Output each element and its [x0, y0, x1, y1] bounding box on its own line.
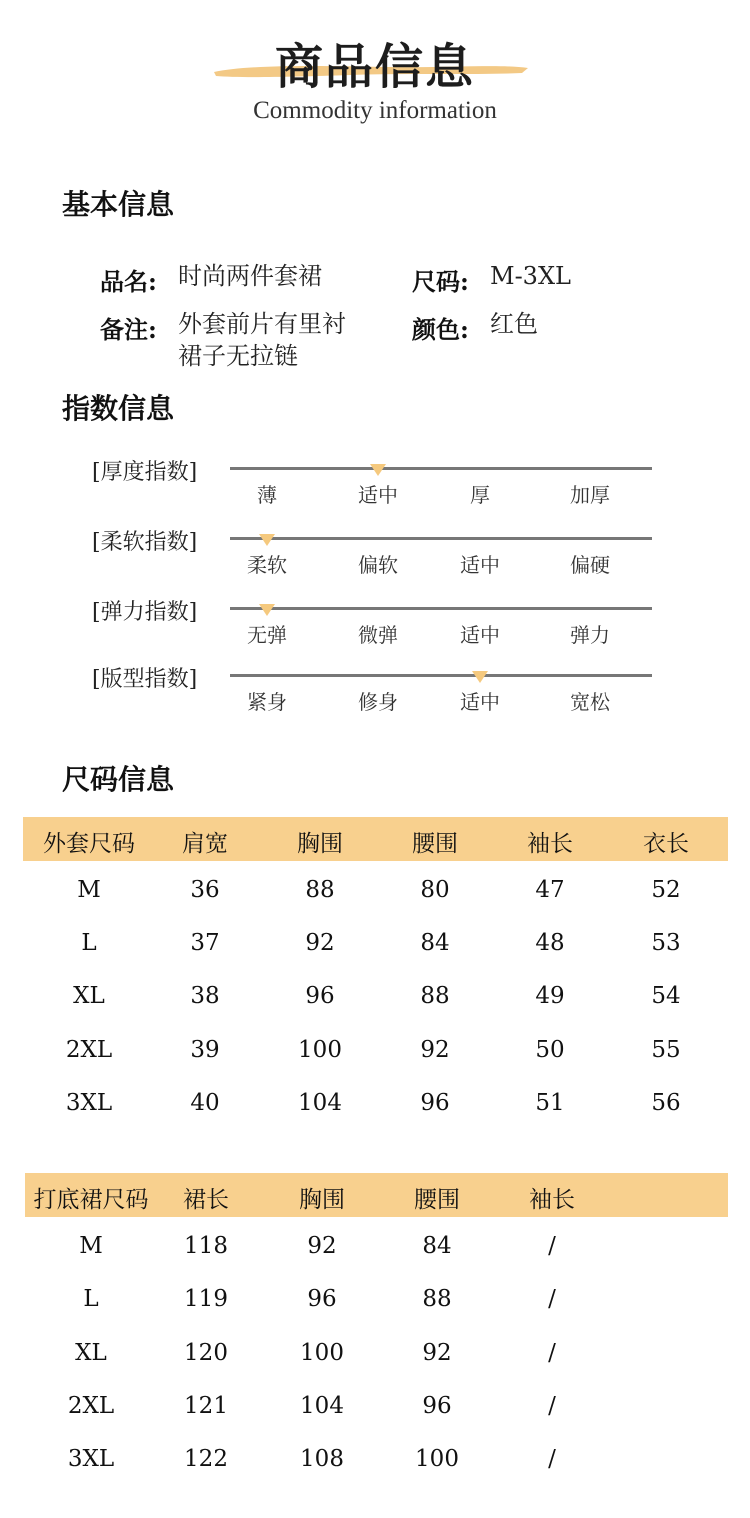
color-value: 红色: [490, 310, 538, 338]
jacket-row-cell: L: [81, 930, 97, 956]
index-scale-marker-icon: [259, 604, 275, 616]
index-scale-track: [230, 607, 652, 610]
jacket-row-cell: 88: [420, 983, 450, 1009]
note-line-2: 裙子无拉链: [178, 342, 298, 370]
skirt-row-cell: 3XL: [67, 1446, 115, 1472]
index-scale-option: 微弹: [358, 623, 398, 647]
skirt-row-cell: 118: [184, 1233, 228, 1259]
name-label: 品名:: [100, 267, 157, 296]
index-scale-option: 紧身: [247, 690, 287, 714]
jacket-row-cell: 50: [535, 1037, 565, 1063]
skirt-row-cell: 108: [300, 1446, 344, 1472]
jacket-row-cell: 52: [651, 877, 681, 903]
note-line-1: 外套前片有里衬: [178, 310, 346, 338]
skirt-row-cell: 119: [184, 1286, 228, 1312]
index-scale-option: 适中: [460, 690, 500, 714]
table-header-cell: 胸围: [299, 1187, 345, 1213]
skirt-row-cell: 92: [307, 1233, 337, 1259]
table-header-cell: 打底裙尺码: [33, 1187, 149, 1213]
skirt-row-cell: /: [548, 1233, 556, 1259]
index-scale-name: [弹力指数]: [92, 600, 198, 625]
skirt-row-cell: L: [83, 1286, 99, 1312]
jacket-row-cell: 84: [420, 930, 450, 956]
jacket-row-cell: M: [77, 877, 101, 903]
skirt-row-cell: 121: [184, 1393, 228, 1419]
index-scale-option: 加厚: [570, 483, 610, 507]
skirt-row-cell: 100: [300, 1340, 344, 1366]
index-scale-option: 弹力: [570, 623, 610, 647]
size-value: M-3XL: [490, 262, 571, 290]
table-header-cell: 肩宽: [182, 831, 228, 857]
index-scale-marker-icon: [472, 671, 488, 683]
jacket-row-cell: 55: [651, 1037, 681, 1063]
table-header-cell: 腰围: [412, 831, 458, 857]
skirt-row-cell: XL: [75, 1340, 107, 1366]
index-scale-option: 无弹: [247, 623, 287, 647]
table-header-cell: 袖长: [529, 1187, 575, 1213]
table-header-cell: 胸围: [297, 831, 343, 857]
jacket-row-cell: 40: [190, 1090, 220, 1116]
jacket-row-cell: 37: [190, 930, 220, 956]
section-title-basic: 基本信息: [62, 188, 175, 221]
index-scale-option: 薄: [257, 483, 277, 507]
index-scale-option: 适中: [460, 553, 500, 577]
skirt-row-cell: 122: [184, 1446, 228, 1472]
index-scale-name: [版型指数]: [92, 667, 198, 692]
table-header-cell: 裙长: [183, 1187, 229, 1213]
skirt-row-cell: 92: [422, 1340, 452, 1366]
jacket-row-cell: 47: [535, 877, 565, 903]
size-label: 尺码:: [412, 267, 469, 296]
note-label: 备注:: [100, 315, 157, 344]
jacket-row-cell: 48: [535, 930, 565, 956]
jacket-row-cell: XL: [73, 983, 105, 1009]
jacket-row-cell: 96: [305, 983, 335, 1009]
index-scale-track: [230, 467, 652, 470]
index-scale-marker-icon: [370, 464, 386, 476]
skirt-row-cell: 100: [415, 1446, 459, 1472]
jacket-row-cell: 2XL: [65, 1037, 113, 1063]
index-scale-option: 适中: [358, 483, 398, 507]
index-scale-option: 偏硬: [570, 553, 610, 577]
index-scale-name: [厚度指数]: [92, 460, 198, 485]
jacket-row-cell: 96: [420, 1090, 450, 1116]
skirt-row-cell: /: [548, 1393, 556, 1419]
color-label: 颜色:: [412, 315, 469, 344]
jacket-row-cell: 92: [420, 1037, 450, 1063]
index-scale-option: 偏软: [358, 553, 398, 577]
index-scale-marker-icon: [259, 534, 275, 546]
skirt-row-cell: 120: [184, 1340, 228, 1366]
jacket-row-cell: 36: [190, 877, 220, 903]
skirt-row-cell: 2XL: [67, 1393, 115, 1419]
index-scale-option: 修身: [358, 690, 398, 714]
skirt-row-cell: 96: [422, 1393, 452, 1419]
jacket-row-cell: 54: [651, 983, 681, 1009]
index-scale-option: 厚: [470, 483, 490, 507]
jacket-row-cell: 92: [305, 930, 335, 956]
jacket-row-cell: 3XL: [65, 1090, 113, 1116]
table-header-cell: 外套尺码: [43, 831, 135, 857]
index-scale-option: 适中: [460, 623, 500, 647]
skirt-row-cell: /: [548, 1446, 556, 1472]
page-subtitle: Commodity information: [253, 97, 497, 124]
jacket-row-cell: 88: [305, 877, 335, 903]
jacket-row-cell: 53: [651, 930, 681, 956]
index-scale-option: 柔软: [247, 553, 287, 577]
skirt-row-cell: /: [548, 1286, 556, 1312]
skirt-row-cell: 88: [422, 1286, 452, 1312]
jacket-row-cell: 39: [190, 1037, 220, 1063]
jacket-row-cell: 100: [298, 1037, 342, 1063]
table-header-cell: 腰围: [414, 1187, 460, 1213]
name-value: 时尚两件套裙: [178, 262, 322, 290]
index-scale-track: [230, 537, 652, 540]
skirt-row-cell: /: [548, 1340, 556, 1366]
jacket-row-cell: 51: [535, 1090, 565, 1116]
jacket-row-cell: 104: [298, 1090, 342, 1116]
skirt-row-cell: 104: [300, 1393, 344, 1419]
jacket-row-cell: 80: [420, 877, 450, 903]
page-title: 商品信息: [274, 39, 475, 95]
jacket-row-cell: 49: [535, 983, 565, 1009]
section-title-size: 尺码信息: [62, 763, 175, 796]
jacket-row-cell: 56: [651, 1090, 681, 1116]
table-header-cell: 衣长: [643, 831, 689, 857]
skirt-row-cell: M: [79, 1233, 103, 1259]
skirt-row-cell: 96: [307, 1286, 337, 1312]
jacket-row-cell: 38: [190, 983, 220, 1009]
section-title-index: 指数信息: [62, 392, 175, 425]
skirt-row-cell: 84: [422, 1233, 452, 1259]
table-header-cell: 袖长: [527, 831, 573, 857]
index-scale-track: [230, 674, 652, 677]
index-scale-option: 宽松: [570, 690, 610, 714]
index-scale-name: [柔软指数]: [92, 530, 198, 555]
